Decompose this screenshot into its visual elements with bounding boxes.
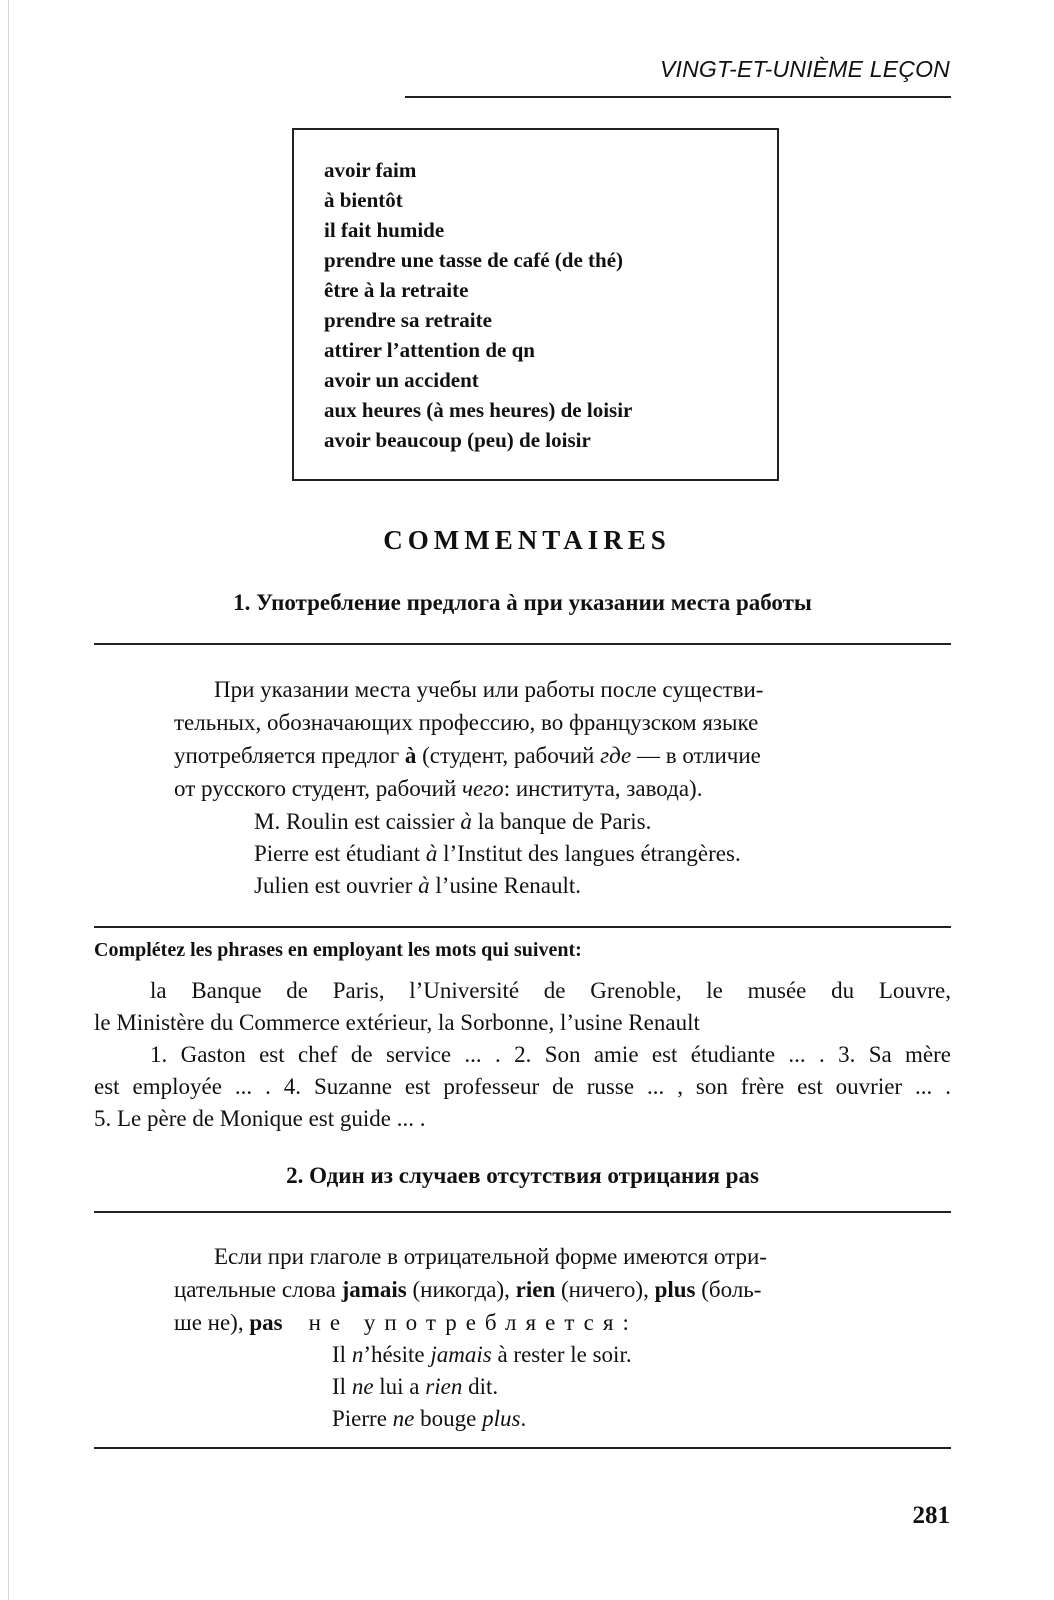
text-run: dit. (462, 1374, 499, 1399)
italic-term: à (418, 873, 430, 898)
exercise-line: 5. Le père de Monique est guide ... . (94, 1106, 426, 1131)
text-run: Il (332, 1374, 352, 1399)
header-rule (405, 96, 951, 98)
text-run: Pierre (332, 1406, 393, 1431)
paragraph-line: При указании места учебы или работы после существи- (214, 677, 764, 702)
bold-term: à (404, 743, 417, 768)
bold-term: rien (515, 1277, 556, 1302)
example-sentence (254, 838, 741, 870)
exercise-line: la Banque de Paris, l’Université de Grenoble, le musée du Louvre, (150, 978, 951, 1003)
vocab-item: avoir beaucoup (peu) de loisir (324, 428, 591, 452)
text-run: Julien est ouvrier (254, 873, 419, 898)
example-sentence (332, 1371, 632, 1403)
italic-term: plus (482, 1406, 521, 1431)
commentary-2-bottom-rule (94, 1447, 951, 1449)
commentary-2-top-rule (94, 1211, 951, 1213)
exercise-line: est employée ... . 4. Suzanne est professeur de russe ... , son frère est ouvrier ... . (94, 1074, 951, 1099)
example-sentence (332, 1339, 632, 1371)
vocabulary-box (292, 128, 779, 481)
commentary-2-heading: 2. Один из случаев отсутствия отрицания pas (286, 1163, 759, 1188)
italic-term: где (600, 743, 632, 768)
vocab-item: prendre sa retraite (324, 308, 492, 332)
vocab-item: aux heures (à mes heures) de loisir (324, 398, 633, 422)
exercise-sentences (94, 1039, 951, 1135)
text-run: (боль- (695, 1277, 762, 1302)
exercise-title: Complétez les phrases en employant les mots qui suivent: (94, 939, 582, 961)
text-run: (никогда), (406, 1277, 516, 1302)
text-run: l’usine Renault. (429, 873, 582, 898)
vocab-item: prendre une tasse de café (de thé) (324, 248, 624, 272)
text-run: : (622, 1310, 629, 1335)
running-header: VINGT-ET-UNIÈME LEÇON (659, 56, 950, 82)
italic-term: n (351, 1342, 364, 1367)
text-run: . (520, 1406, 527, 1431)
vocab-item: avoir un accident (324, 368, 479, 392)
text-run: (студент, рабочий (416, 743, 601, 768)
exercise-line: le Ministère du Commerce extérieur, la Sorbonne, l’usine Renault (94, 1010, 700, 1035)
text-run: ’hésite (363, 1342, 431, 1367)
text-run: цательные слова (174, 1277, 342, 1302)
commentary-2-examples (332, 1339, 632, 1435)
text-run: lui a (373, 1374, 426, 1399)
bold-term: jamais (341, 1277, 407, 1302)
exercise-line: 1. Gaston est chef de service ... . 2. Son amie est étudiante ... . 3. Sa mère (150, 1042, 951, 1067)
example-sentence (254, 806, 741, 838)
italic-term: ne (351, 1374, 374, 1399)
italic-term: à (425, 841, 438, 866)
text-run: M. Roulin est caissier (254, 809, 461, 834)
exercise-word-list (94, 975, 951, 1039)
example-sentence (254, 870, 741, 902)
text-run: — в отличие (631, 743, 761, 768)
paragraph-line (174, 772, 763, 805)
vocab-item: à bientôt (324, 188, 403, 212)
commentary-1-paragraph (174, 673, 763, 805)
italic-term: чего (462, 776, 504, 801)
vocab-item: attirer l’attention de qn (324, 338, 535, 362)
text-run: употребляется предлог (174, 743, 405, 768)
vocab-item: il fait humide (324, 218, 445, 242)
example-sentence (332, 1403, 632, 1435)
binding-edge-line (8, 0, 9, 1600)
text-run: Pierre est étudiant (254, 841, 426, 866)
text-run: от русского студент, рабочий (174, 776, 463, 801)
commentary-1-top-rule (94, 643, 951, 645)
paragraph-line: Если при глаголе в отрицательной форме имеются отри- (214, 1244, 767, 1269)
bold-term: plus (654, 1277, 696, 1302)
paragraph-line (174, 739, 763, 772)
text-run: à rester le soir. (491, 1342, 632, 1367)
text-run: : института, завода). (503, 776, 703, 801)
text-run: Il (332, 1342, 352, 1367)
commentary-1-examples (254, 806, 741, 902)
text-run: (ничего), (555, 1277, 655, 1302)
commentary-1-heading: 1. Употребление предлога à при указании места работы (233, 590, 812, 615)
italic-term: ne (392, 1406, 415, 1431)
text-run: ше не), (174, 1310, 250, 1335)
italic-term: jamais (430, 1342, 492, 1367)
bold-term: pas (249, 1310, 283, 1335)
vocab-item: être à la retraite (324, 278, 469, 302)
italic-term: à (460, 809, 472, 834)
text-run: la banque de Paris. (471, 809, 652, 834)
vocabulary-list (324, 155, 777, 455)
vocab-item: avoir faim (324, 158, 417, 182)
italic-term: rien (425, 1374, 463, 1399)
page-number: 281 (912, 1502, 950, 1529)
paragraph-line (174, 1273, 767, 1306)
commentary-2-paragraph (174, 1240, 767, 1339)
text-run: l’Institut des langues étrangères. (437, 841, 741, 866)
commentary-1-bottom-rule (94, 926, 951, 928)
spaced-emphasis: не употребляется (308, 1310, 623, 1335)
text-run: bouge (414, 1406, 483, 1431)
paragraph-line (174, 1306, 767, 1339)
paragraph-line: тельных, обозначающих профессию, во французском языке (174, 710, 759, 735)
section-title: COMMENTAIRES (383, 525, 671, 555)
